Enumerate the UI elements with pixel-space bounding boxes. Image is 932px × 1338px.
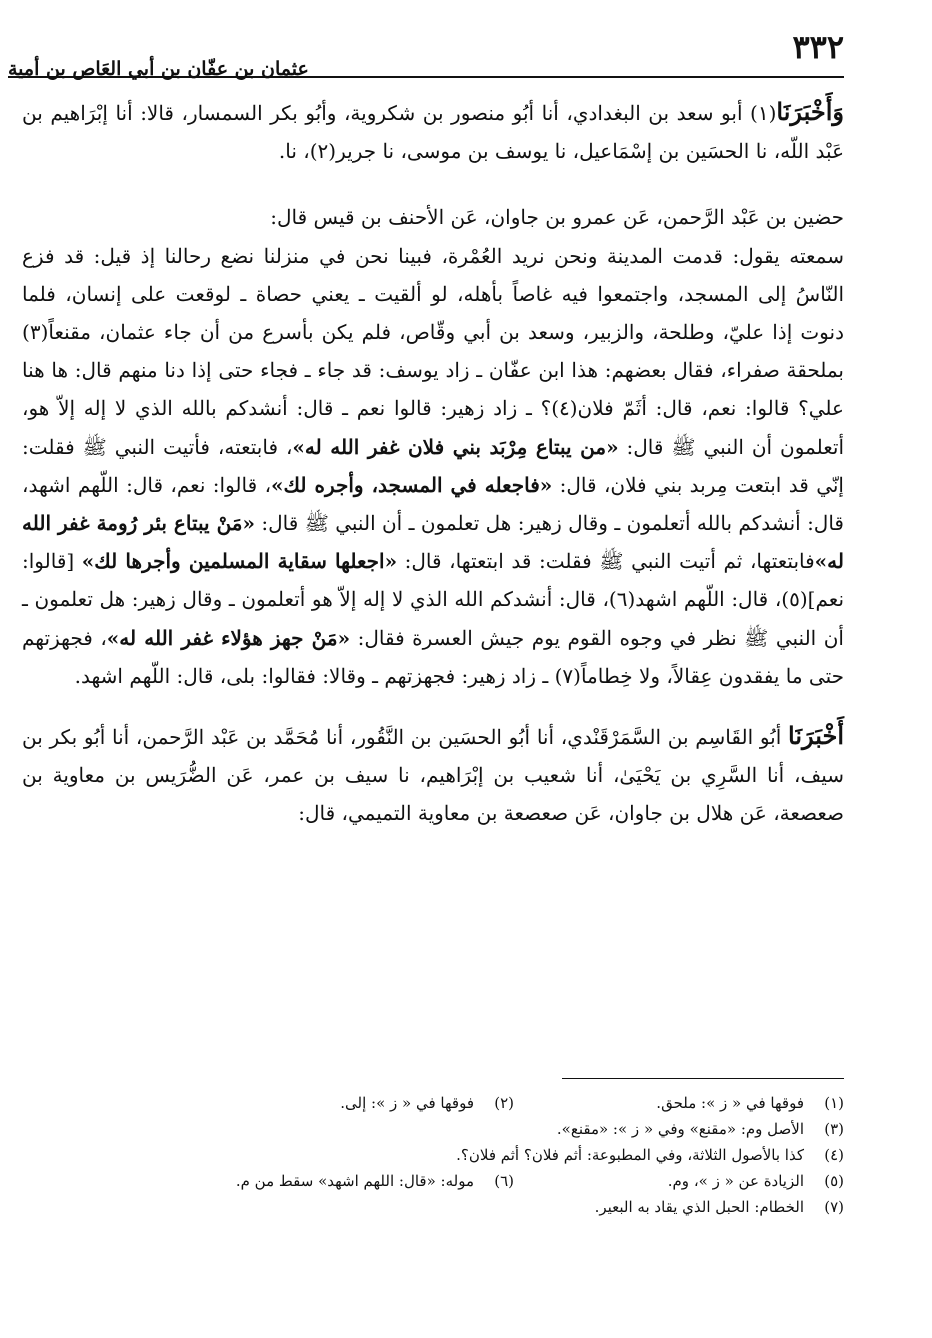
- spacer: [22, 170, 844, 198]
- main-text: [22, 93, 844, 833]
- footnote-text: موله: «قال: اللهم اشهد» سقط من م.: [235, 1172, 474, 1190]
- footnote-number: (٤): [824, 1146, 844, 1164]
- footnote-3: [100, 1116, 844, 1142]
- paragraph-text: أبو سعد بن البغدادي، أنا أبُو منصور بن شكروية، وأبُو بكر السمسار، قالا: أنا إبْرَاهيم بن عَبْد اللّه، نا الحسَين بن إسْمَاعيل، نا يوسف بن موسى، نا جرير(٢)، نا.: [22, 101, 844, 164]
- paragraph-text: سمعته يقول: قدمت المدينة ونحن نريد العُمْرة، فبينا نحن في منزلنا نضع رحالنا إذ قيل: قد فزع النّاسُ إلى المسجد، واجتمعوا فيه غاصاً بأهله، لو ألقيت ـ يعني حصاة ـ لوقعت على إنسان، فلما دنوت إذا عليّ، وطلحة، والزبير، وسعد بن أبي وقّاص، فلم يكن بأسرع من أن جاء عثمان، مقنعاً(٣) بملحقة صفراء، فقال بعضهم: هذا ابن عفّان ـ زاد يوسف: قد جاء ـ فجاء حتى إذا دنا منهم قال: ها هنا علي؟ قالوا: نعم، قال: أثَمّ فلان(٤)؟ ـ زاد زهير: قالوا نعم ـ قال: أنشدكم بالله الذي لا إله إلاّ هو، أتعلمون أن النبي ﷺ قال:: [22, 243, 844, 459]
- footnote-5: [514, 1168, 844, 1194]
- paragraph-text: فابتعتها، ثم أتيت النبي ﷺ فقلت: قد ابتعتها، قال:: [397, 549, 815, 574]
- footnote-number: (٥): [824, 1172, 844, 1190]
- footnote-text: فوقها في « ز »: إلى.: [340, 1094, 474, 1112]
- header-rule: [8, 76, 844, 78]
- hadith-quote: «من يبتاع مِرْبَد بني فلان غفر الله له»: [292, 434, 619, 459]
- footnote-2: [340, 1090, 514, 1116]
- footnote-row: [100, 1168, 844, 1194]
- footnote-number: (٣): [824, 1120, 844, 1138]
- footnote-7: [100, 1194, 844, 1220]
- footnote-number: (٦): [494, 1172, 514, 1190]
- paragraph-4: [22, 717, 844, 833]
- footnote-row: [100, 1090, 844, 1116]
- paragraph-3: [22, 237, 844, 695]
- footnote-rule: [562, 1078, 844, 1079]
- footnote-number: (١): [824, 1094, 844, 1112]
- lead-word: وَأَخْبَرَنَا: [776, 97, 844, 126]
- footnote-text: كذا بالأصول الثلاثة، وفي المطبوعة: أثم فلان؟ أثم فلان؟.: [456, 1146, 804, 1164]
- footnote-text: الأصل وم: «مقنع» وفي « ز »: «مقنع».: [556, 1120, 804, 1138]
- paragraph-2: حضين بن عَبْد الرَّحمن، عَن عمرو بن جاوان، عَن الأحنف بن قيس قال:: [270, 205, 844, 230]
- footnote-4: [100, 1142, 844, 1168]
- footnote-text: الخطام: الحبل الذي يقاد به البعير.: [594, 1198, 804, 1216]
- page-number: ٣٣٢: [792, 28, 844, 66]
- paragraph-text: [قالوا: نعم](٥)، قال: اللّهم اشهد(٦)، قال: أنشدكم الله الذي لا إله إلاّ هو أتعلمون ـ وقال زهير: هل تعلمون ـ أن النبي ﷺ نظر في وجوه القوم يوم جيش العسرة فقال:: [22, 549, 845, 650]
- footnotes: [100, 1090, 844, 1220]
- footnote-text: الزيادة عن « ز »، وم.: [667, 1172, 804, 1190]
- hadith-quote: «اجعلها سقاية المسلمين وأجرها لك»: [81, 549, 398, 574]
- paragraph-text: ، فجهزتهم حتى ما يفقدون عِقالاً، ولا خِطاماً(٧) ـ زاد زهير: فجهزتهم ـ وقالا: فقالوا: بلى، قال: اللّهم اشهد.: [22, 625, 844, 688]
- hadith-quote: «مَنْ يبتاع بئر رُومة غفر الله له»: [22, 511, 844, 574]
- footnote-ref: (١): [750, 101, 777, 125]
- hadith-quote: «فاجعله في المسجد، وأجره لك»: [271, 472, 553, 497]
- footnote-1: [514, 1090, 844, 1116]
- footnote-number: (٢): [494, 1094, 514, 1112]
- footnote-6: [236, 1168, 514, 1194]
- hadith-quote: «مَنْ جهز هؤلاء غفر الله له»: [106, 625, 351, 650]
- spacer: [22, 695, 844, 717]
- paragraph-1: [22, 93, 844, 170]
- paragraph-text: ، قالوا: نعم، قال: اللّهم اشهد، قال: أنشدكم بالله أتعلمون ـ وقال زهير: هل تعلمون ـ أن النبي ﷺ قال:: [22, 472, 844, 536]
- paragraph-text: ، فابتعته، فأتيت النبي ﷺ فقلت: إنّي قد ابتعت مِربد بني فلان، قال:: [22, 434, 844, 497]
- running-title: عثمان بن عفّان بن أبي العَاص بن أمية: [8, 58, 309, 80]
- lead-word: أَخْبَرَنَا: [788, 721, 844, 751]
- footnote-text: فوقها في « ز »: ملحق.: [656, 1094, 804, 1112]
- footnote-number: (٧): [824, 1198, 844, 1216]
- paragraph-text: أبُو القَاسِم بن السَّمَرْقَنْدي، أنا أبُو الحسَين بن النَّقُور، أنا مُحَمَّد بن عَبْد الرَّحمن، أنا أبُو بكر بن سيف، أنا السَّرِي بن يَحْيَىٰ، أنا شعيب بن إبْرَاهيم، نا سيف بن عمر، عَن الضُّرَيس بن معاوية بن صعصعة، عَن هلال بن جاوان، عَن صعصعة بن معاوية التميمي، قال:: [22, 725, 844, 826]
- page-header: [8, 28, 844, 78]
